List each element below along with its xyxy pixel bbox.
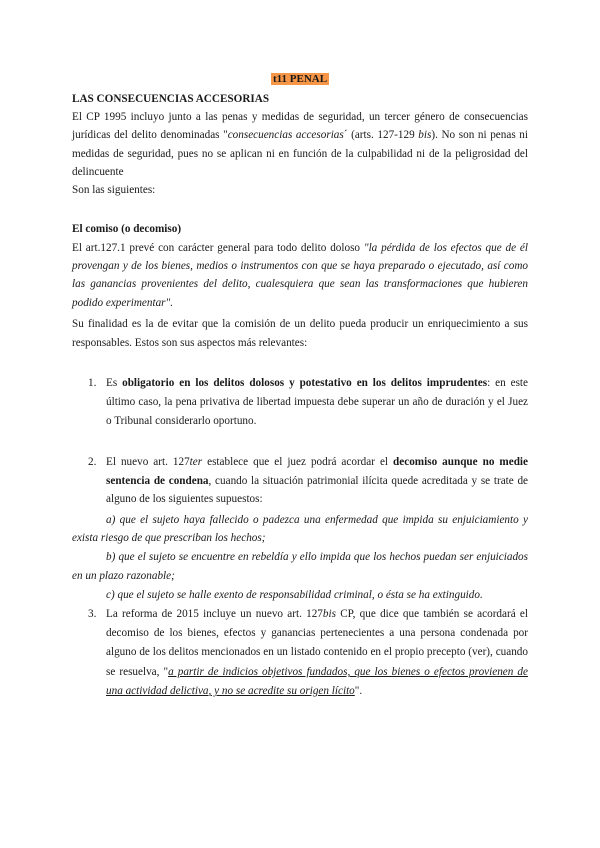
- item3-line-1: La reforma de 2015 incluye un nuevo art. 127bis CP, que dice que también se acordará el: [106, 608, 528, 620]
- list-number-3: 3.: [88, 608, 97, 620]
- item2-line-3: alguno de los siguientes supuestos:: [106, 493, 263, 505]
- intro-line-5: Son las siguientes:: [72, 184, 156, 196]
- list-number-1: 1.: [88, 377, 97, 389]
- section-heading: LAS CONSECUENCIAS ACCESORIAS: [72, 93, 270, 105]
- comiso-line-3: las ganancias provenientes del delito, cualesquiera que sean las transformaciones que hubieren: [72, 278, 528, 290]
- document-title: t11 PENAL: [272, 73, 328, 85]
- intro-line-4: delincuente: [72, 166, 124, 178]
- item1-line-2: último caso, la pena privativa de libertad impuesta debe superar un año de duración y el Juez: [106, 396, 528, 408]
- comiso-line-6: responsables. Estos son sus aspectos más relevantes:: [72, 337, 308, 349]
- item1-line-1: Es obligatorio en los delitos dolosos y potestativo en los delitos imprudentes: en este: [106, 377, 528, 389]
- list-number-2: 2.: [88, 456, 97, 468]
- intro-line-3: medidas de seguridad, pues no se aplican ni en función de la culpabilidad ni de la peligrosidad del: [72, 148, 528, 160]
- item2-case-b-line-2: en un plazo razonable;: [72, 570, 175, 582]
- comiso-line-4: podido experimentar".: [72, 297, 174, 309]
- comiso-heading: El comiso (o decomiso): [72, 223, 182, 235]
- item2-case-a-line-2: exista riesgo de que prescriban los hechos;: [72, 532, 266, 544]
- item3-line-4: se resuelva, "a partir de indicios objetivos fundados, que los bienes o efectos provienen de: [106, 666, 528, 678]
- item2-case-a-line-1: a) que el sujeto haya fallecido o padezca una enfermedad que impida su enjuiciamiento y: [106, 514, 528, 526]
- title-block: [0, 73, 600, 85]
- item1-line-3: o Tribunal considerarlo oportuno.: [106, 415, 257, 427]
- item2-case-b-line-1: b) que el sujeto se encuentre en rebeldía y ello impida que los hechos puedan ser enjuiciados: [106, 551, 528, 563]
- item2-line-1: El nuevo art. 127ter establece que el juez podrá acordar el decomiso aunque no medie: [106, 456, 529, 468]
- item2-case-c-line-1: c) que el sujeto se halle exento de responsabilidad criminal, o ésta se ha extinguido.: [106, 589, 483, 601]
- item3-line-5: una actividad delictiva, y no se acredite su origen lícito".: [106, 685, 363, 697]
- intro-line-1: El CP 1995 incluyo junto a las penas y medidas de seguridad, un tercer género de consecuencias: [72, 111, 528, 123]
- item2-line-2: sentencia de condena, cuando la situación patrimonial ilícita quede acreditada y se trate de: [106, 475, 528, 487]
- item3-line-3: alguno de los delitos mencionados en un listado contenido en el propio precepto (ver), cuando: [106, 646, 528, 658]
- comiso-line-5: Su finalidad es la de evitar que la comisión de un delito pueda producir un enriquecimiento a sus: [72, 318, 528, 330]
- intro-line-2: jurídicas del delito denominadas "consecuencias accesorias´ (arts. 127-129 bis). No son ni penas ni: [72, 129, 528, 141]
- comiso-line-1: El art.127.1 prevé con carácter general para todo delito doloso "la pérdida de los efectos que de él: [72, 242, 529, 254]
- comiso-line-2: provengan y de los bienes, medios o instrumentos con que se haya preparado o ejecutado, así como: [72, 260, 528, 272]
- item3-line-2: decomiso de los bienes, efectos y ganancias pertenecientes a una persona condenada por: [106, 627, 528, 639]
